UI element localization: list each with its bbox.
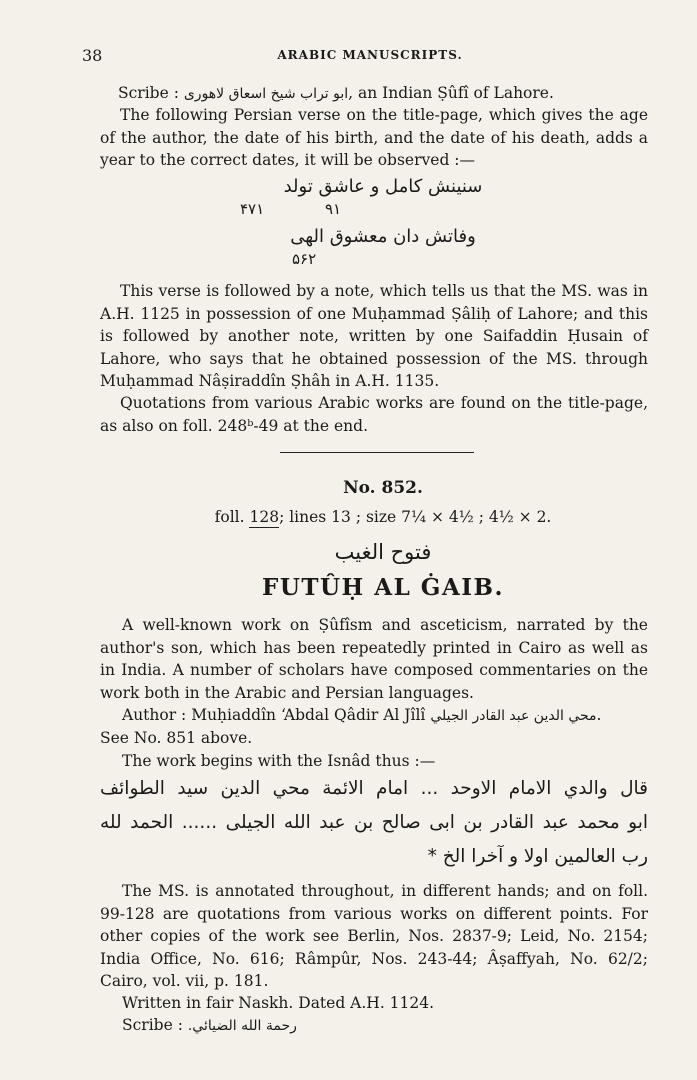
author-see: See No. 851 above. bbox=[100, 729, 253, 747]
paragraph-note: This verse is followed by a note, which tells us that the MS. was in A.H. 1125 in possession of one Muḥammad Ṣâliḥ of Lahore; and this is followed by another note, written by one Saifaddin Ḥusain of Lahore, who says that he obtained possession of the MS. through Muḥammad Nâṣiraddîn Ṣhâh in A.H. 1135. bbox=[100, 282, 648, 390]
section-divider bbox=[280, 452, 474, 453]
entry-number: No. 852. bbox=[343, 478, 423, 498]
written-line: Written in fair Naskh. Dated A.H. 1124. bbox=[122, 994, 435, 1012]
verse-line-1: سنینش کامل و عاشق تولد bbox=[283, 176, 483, 197]
page-number: 38 bbox=[82, 46, 103, 65]
verse-number-471: ۴۷۱ bbox=[240, 200, 265, 218]
scribe-line: Scribe : رحمة الله الضيائي. bbox=[122, 1016, 297, 1034]
paragraph-annotation: The MS. is annotated throughout, in different hands; and on foll. 99-128 are quotations from various works on different points. For other copies of the work see Berlin, Nos. 2837-9; Leid, No. 2154; India Office, No. 616; Râmpûr, Nos. 243-44; Âṣaffyah, No. 62/2; Cairo, vol. vii, p. 181. bbox=[100, 882, 648, 990]
author-arabic: محي الدين عبد القادر الجيلي bbox=[430, 708, 597, 724]
paragraph-description: A well-known work on Ṣûfîsm and asceticism, narrated by the author's son, which has been repeatedly printed in Cairo as well as in India. A number of scholars have composed commentaries on the work both in the Arabic and Persian languages. bbox=[100, 616, 648, 702]
scribe-arabic: رحمة الله الضيائي. bbox=[187, 1018, 297, 1034]
isnad-intro: The work begins with the Isnâd thus :— bbox=[122, 752, 436, 770]
foll-line: foll. 128; lines 13 ; size 7¼ × 4½ ; 4½ × 2. bbox=[214, 508, 552, 526]
scribe-arabic-prev: ابو تراب شیخ اسعاق لاهوری bbox=[183, 86, 349, 102]
verse-number-562: ۵۶۲ bbox=[292, 250, 317, 268]
arabic-title: فتوح الغيب bbox=[334, 540, 432, 564]
running-title: ARABIC MANUSCRIPTS. bbox=[277, 48, 463, 62]
paragraph-quotations: Quotations from various Arabic works are found on the title-page, as also on foll. 248ᵇ-49 at the end. bbox=[100, 394, 648, 435]
isnad-line-2: ابو محمد عبد القادر بن ابى صالح بن عبد الله الجيلى ...... الحمد لله bbox=[100, 812, 648, 833]
verse-number-91: ۹۱ bbox=[325, 200, 342, 218]
scribe-line-prev: Scribe : ابو تراب شیخ اسعاق لاهوری, an Indian Ṣûfî of Lahore. bbox=[118, 84, 554, 102]
isnad-line-3: رب العالمين اولا و آخرا الخ * bbox=[427, 846, 648, 867]
paragraph-persian-verse: The following Persian verse on the title-page, which gives the age of the author, the date of his birth, and the date of his death, adds a year to the correct dates, it will be observed :— bbox=[100, 106, 648, 169]
foll-value: 128 bbox=[249, 508, 280, 526]
verse-line-2: وفاتش دان معشوق الهی bbox=[290, 226, 476, 247]
isnad-line-1: قال والدي الامام الاوحد ... امام الائمة محي الدين سيد الطوائف bbox=[100, 778, 648, 799]
work-title: FUTÛḤ AL ĠAIB. bbox=[261, 574, 504, 601]
author-line: Author : Muḥiaddîn ʻAbdal Qâdir Al Jîlî محي الدين عبد القادر الجيلي. bbox=[122, 706, 602, 724]
